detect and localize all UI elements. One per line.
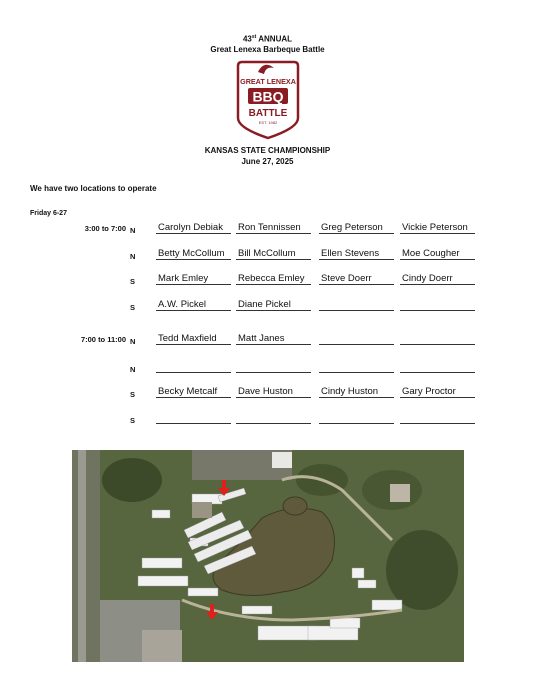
- open-slot[interactable]: [400, 299, 475, 311]
- logo-line3: BATTLE: [248, 108, 288, 119]
- volunteer-name: Ellen Stevens: [319, 248, 394, 260]
- volunteer-name: Rebecca Emley: [236, 273, 311, 285]
- volunteer-name: Cindy Huston: [319, 386, 394, 398]
- volunteer-name: Betty McCollum: [156, 248, 231, 260]
- volunteer-name: Diane Pickel: [236, 299, 311, 311]
- edition-suffix: st: [251, 34, 257, 40]
- open-slot[interactable]: [319, 333, 394, 345]
- edition-line: [0, 34, 535, 44]
- open-slot[interactable]: [156, 361, 231, 373]
- volunteer-name: Greg Peterson: [319, 222, 394, 234]
- volunteer-name: Tedd Maxfield: [156, 333, 231, 345]
- volunteer-name: A.W. Pickel: [156, 299, 231, 311]
- day-label: Friday 6-27: [30, 210, 67, 217]
- volunteer-name: Gary Proctor: [400, 386, 475, 398]
- open-slot[interactable]: [400, 361, 475, 373]
- bbq-battle-logo: [234, 58, 302, 140]
- location-side: N: [130, 251, 136, 261]
- volunteer-name: Cindy Doerr: [400, 273, 475, 285]
- open-slot[interactable]: [319, 361, 394, 373]
- event-date: June 27, 2025: [241, 157, 294, 166]
- volunteer-name: Steve Doerr: [319, 273, 394, 285]
- site-map: [72, 450, 464, 662]
- open-slot[interactable]: [319, 412, 394, 424]
- location-side: N: [130, 364, 136, 374]
- championship-title: KANSAS STATE CHAMPIONSHIP: [204, 146, 331, 155]
- logo-line2: BBQ: [252, 88, 284, 105]
- open-slot[interactable]: [236, 412, 311, 424]
- open-slot[interactable]: [156, 412, 231, 424]
- shift-time: 3:00 to 7:00: [84, 224, 126, 233]
- volunteer-name: Moe Cougher: [400, 248, 475, 260]
- location-side: S: [130, 390, 136, 399]
- edition-number: 43: [242, 34, 252, 44]
- edition-word: ANNUAL: [258, 34, 293, 44]
- shift-time: 7:00 to 11:00: [80, 335, 126, 344]
- volunteer-name: Bill McCollum: [236, 248, 311, 260]
- event-name: Great Lenexa Barbeque Battle: [210, 45, 325, 54]
- volunteer-name: Matt Janes: [236, 333, 311, 345]
- open-slot[interactable]: [400, 412, 475, 424]
- volunteer-name: Mark Emley: [156, 273, 231, 285]
- location-side: N: [130, 337, 136, 346]
- volunteer-name: Carolyn Debiak: [156, 222, 231, 234]
- intro-text: We have two locations to operate: [30, 184, 157, 193]
- open-slot[interactable]: [400, 333, 475, 345]
- volunteer-name: Ron Tennissen: [236, 222, 311, 234]
- logo-line1: GREAT LENEXA: [240, 77, 296, 86]
- volunteer-name: Becky Metcalf: [156, 386, 231, 398]
- location-side: S: [130, 415, 136, 425]
- open-slot[interactable]: [236, 361, 311, 373]
- logo-line4: EST. 1982: [258, 120, 278, 125]
- volunteer-name: Vickie Peterson: [400, 222, 475, 234]
- open-slot[interactable]: [319, 299, 394, 311]
- location-side: N: [130, 226, 136, 235]
- volunteer-name: Dave Huston: [236, 386, 311, 398]
- location-side: S: [130, 302, 136, 312]
- location-side: S: [130, 277, 136, 286]
